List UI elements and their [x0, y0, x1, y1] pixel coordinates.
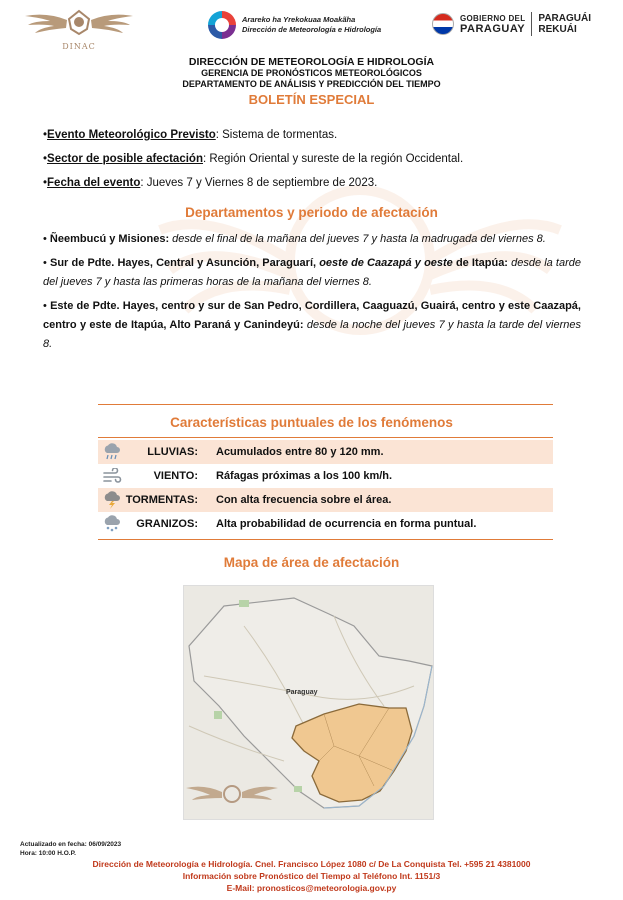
feature-name: TORMENTAS: [125, 494, 198, 506]
feature-row-rain [98, 440, 553, 464]
summary-sector: •Sector de posible afectación: Región Oriental y sureste de la región Occidental. [43, 153, 464, 165]
feature-desc: Con alta frecuencia sobre el área. [216, 494, 392, 506]
bullet: • [43, 300, 51, 312]
rain-cloud-icon [100, 441, 124, 463]
contact-footer [0, 858, 623, 894]
gob-right-line2: REKUÁI [538, 24, 577, 35]
feature-name: GRANIZOS: [136, 518, 198, 530]
dmh-logo-icon [208, 11, 236, 39]
gob-right-line1: PARAGUÁI [538, 13, 591, 24]
features-bottom-rule [98, 539, 553, 540]
department-period: desde el final de la mañana del jueves 7 y hasta la madrugada del viernes 8. [169, 233, 546, 245]
department-period: desde la noche del jueves 7 y hasta la tarde del viernes 8. [43, 319, 581, 350]
summary-date: •Fecha del evento: Jueves 7 y Viernes 8 de septiembre de 2023. [43, 177, 378, 189]
departments-title: Departamentos y periodo de afectación [185, 205, 438, 220]
header [0, 0, 623, 52]
feature-row-wind [98, 464, 553, 488]
features-top-rule [98, 404, 553, 405]
updated-hour: Hora: 10:00 H.O.P. [20, 850, 76, 857]
title-department: DEPARTAMENTO DE ANÁLISIS Y PREDICCIÓN DEL TIEMPO [182, 79, 441, 89]
storm-cloud-icon [100, 489, 124, 511]
paraguay-seal-icon [432, 13, 454, 35]
map-graphic [184, 586, 434, 820]
department-item [43, 254, 581, 292]
feature-row-hail [98, 512, 553, 536]
bulletin-title: BOLETÍN ESPECIAL [248, 92, 375, 107]
wind-icon [100, 465, 124, 487]
feature-row-storm [98, 488, 553, 512]
department-places: Ñeembucú y Misiones: [49, 233, 170, 245]
feature-desc: Alta probabilidad de ocurrencia en forma puntual. [216, 518, 477, 530]
dinac-logo-text: DINAC [62, 42, 96, 51]
department-places-end: de Itapúa: [452, 257, 508, 269]
footer-address: Dirección de Meteorología e Hidrología. Cnel. Francisco López 1080 c/ De La Conquista Tel. +595 21 4381000 [92, 859, 531, 869]
title-management: GERENCIA DE PRONÓSTICOS METEOROLÓGICOS [201, 68, 422, 78]
feature-name: VIENTO: [153, 470, 198, 482]
date-label: Fecha del evento [47, 177, 141, 189]
footer-phone: Información sobre Pronóstico del Tiempo al Teléfono Int. 1151/3 [182, 871, 441, 881]
gob-divider [531, 12, 532, 36]
map-country-label: Paraguay [286, 689, 318, 696]
feature-desc: Acumulados entre 80 y 120 mm. [216, 446, 384, 458]
departments-list [43, 230, 581, 359]
dmh-logo-line1: Arareko ha Yrekokuaa Moakãha [242, 15, 356, 24]
sector-value: : Región Oriental y sureste de la región Occidental. [202, 153, 464, 165]
summary-list [43, 128, 588, 200]
dmh-logo [208, 6, 408, 44]
gob-line1: GOBIERNO DEL [460, 14, 526, 23]
features-table [98, 440, 553, 536]
features-title: Características puntuales de los fenómenos [170, 415, 453, 430]
department-places: Sur de Pdte. Hayes, Central y Asunción, Paraguarí, [50, 257, 320, 269]
feature-name: LLUVIAS: [147, 446, 198, 458]
department-places-italic: oeste de Caazapá y oeste [319, 257, 453, 269]
department-places: Este de Pdte. Hayes, centro y sur de San Pedro, Cordillera, Caaguazú, Guairá, centro y este Caazapá, centro y este de Itapúa, Alto Paraná y Canindeyú: [43, 300, 581, 331]
dmh-logo-line2: Dirección de Meteorología e Hidrología [242, 25, 382, 34]
sector-label: Sector de posible afectación [47, 153, 203, 165]
affected-area-map [183, 585, 434, 820]
title-direction: DIRECCIÓN DE METEOROLOGÍA E HIDROLOGÍA [188, 56, 435, 68]
hail-cloud-icon [100, 513, 124, 535]
gobierno-logo [432, 10, 612, 38]
footer-email: E-Mail: pronosticos@meteorologia.gov.py [226, 883, 397, 893]
map-title: Mapa de área de afectación [223, 555, 400, 570]
event-label: Evento Meteorológico Previsto [47, 129, 216, 141]
document-titles [0, 56, 623, 109]
updated-date: Actualizado en fecha: 06/09/2023 [20, 841, 122, 848]
date-value: : Jueves 7 y Viernes 8 de septiembre de 2023. [140, 177, 378, 189]
update-info [20, 840, 121, 858]
department-period: desde la tarde del jueves 7 y hasta las primeras horas de la mañana del viernes 8. [43, 257, 581, 288]
event-value: : Sistema de tormentas. [215, 129, 338, 141]
bullet: • [43, 233, 50, 245]
feature-desc: Ráfagas próximas a los 100 km/h. [216, 470, 393, 482]
summary-event: •Evento Meteorológico Previsto: Sistema de tormentas. [43, 129, 338, 141]
department-item [43, 297, 581, 354]
bullet: • [43, 257, 50, 269]
gob-line2: PARAGUAY [460, 23, 526, 35]
features-header-rule [98, 437, 553, 438]
department-item [43, 230, 581, 249]
dinac-logo [22, 6, 137, 52]
